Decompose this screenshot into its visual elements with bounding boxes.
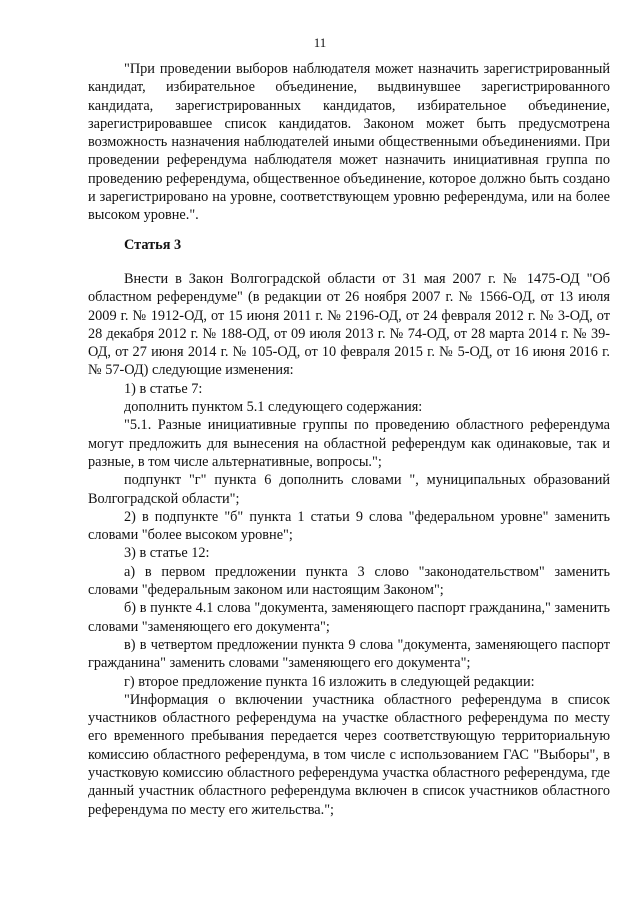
quote-paragraph: "При проведении выборов наблюдателя может назначить зарегистрированный кандидат, избирательное объединение, выдвинувшее зарегистрированного кандидата, зарегистрированных кандидатов, избирательное объединение, зарегистрировавшее список кандидатов. Законом может быть предусмотрена возможность назначения наблюдателей иными общественными объединениями. При проведении референдума наблюдателя может назначить инициативная группа по проведению референдума, общественное объединение, которое должно быть создано и зарегистрировано на уровне, соответствующем уровню референдума, или на более высоком уровне.". xyxy=(88,61,610,224)
paragraph: "5.1. Разные инициативные группы по проведению областного референдума могут предложить для вынесения на областной референдум как одинаковые, так и разные, в том числе альтернативные, вопросы."; xyxy=(88,417,610,470)
article-heading-block xyxy=(88,236,610,254)
article-heading: Статья 3 xyxy=(124,237,182,253)
paragraph: подпункт "г" пункта 6 дополнить словами ", муниципальных образований Волгоградской области"; xyxy=(88,472,610,507)
quote-block xyxy=(88,60,610,225)
paragraph: г) второе предложение пункта 16 изложить в следующей редакции: xyxy=(124,673,535,690)
article-body xyxy=(88,270,610,819)
paragraph: а) в первом предложении пункта 3 слово "законодательством" заменить словами "федеральным законом или настоящим Законом"; xyxy=(88,563,610,599)
paragraph: Внести в Закон Волгоградской области от 31 мая 2007 г. № 1475-ОД "Об областном референдуме" (в редакции от 26 ноября 2007 г. № 1566-ОД, от 13 июля 2009 г. № 1912-ОД, от 15 июня 2011 г. № 2196-ОД, от 24 февраля 2012 г. № 3-ОД, от 28 декабря 2012 г. № 188-ОД, от 09 июля 2013 г. № 74-ОД, от 28 марта 2014 г. № 39-ОД, от 27 июня 2014 г. № 105-ОД, от 10 февраля 2015 г. № 5-ОД, от 16 июня 2016 г. № 57-ОД) следующие изменения: xyxy=(88,271,610,379)
paragraph: дополнить пунктом 5.1 следующего содержания: xyxy=(124,399,423,416)
paragraph: б) в пункте 4.1 слова "документа, заменяющего паспорт гражданина," заменить словами "заменяющего его документа"; xyxy=(88,600,610,635)
page-number: 11 xyxy=(313,35,327,50)
paragraph: 2) в подпункте "б" пункта 1 статьи 9 слова "федеральном уровне" заменить словами "более высоком уровне"; xyxy=(88,508,610,544)
paragraph: 1) в статье 7: xyxy=(124,380,203,397)
paragraph: в) в четвертом предложении пункта 9 слова "документа, заменяющего паспорт гражданина" заменить словами "заменяющего его документа"; xyxy=(88,636,610,672)
paragraph: 3) в статье 12: xyxy=(124,545,210,562)
paragraph: "Информация о включении участника областного референдума в список участников областного референдума на участке областного референдума по месту его временного пребывания передается через соответствующую территориальную комиссию областного референдума, в том числе с использованием ГАС "Выборы", в участковую комиссию областного референдума участка областного референдума, где данный участник областного референдума включен в список участников областного референдума по месту его жительства."; xyxy=(88,691,610,818)
